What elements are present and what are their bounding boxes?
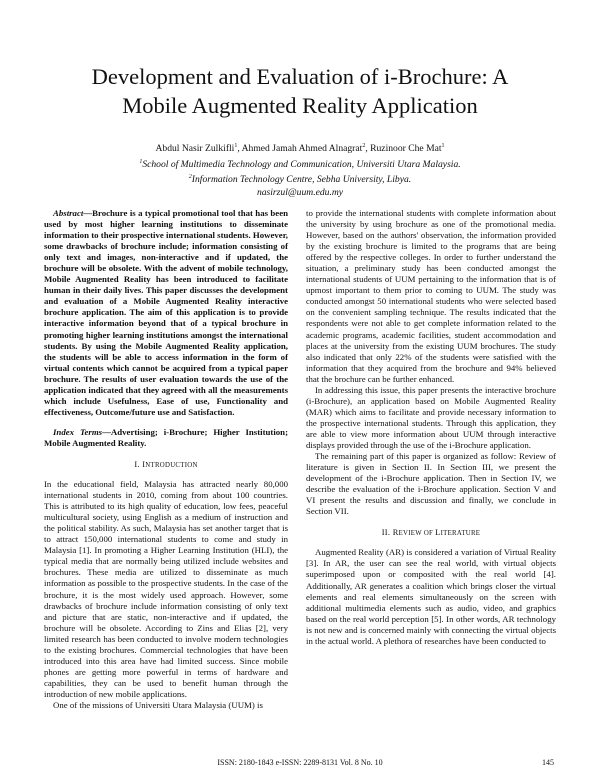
affiliation-1-sup: 1 [139,158,143,165]
abstract [44,208,288,418]
intro-paragraph-2: One of the missions of Universiti Utara Malaysia (UUM) is [53,699,263,710]
author-email: nasirzul@uum.edu.my [256,186,344,198]
left-column [44,208,288,711]
section-2-first-letter-2: L [435,528,441,538]
section-heading-introduction [44,459,288,471]
author-3: , Ruzinoor Che Mat [365,143,442,155]
section-2-first-letter-1: R [392,528,399,538]
affiliation-2-text: Information Technology Centre, Sebha University, Libya. [191,174,412,186]
literature-paragraph-1: Augmented Reality (AR) is considered a variation of Virtual Reality [3]. In AR, the user can see the real world, with virtual objects superimposed upon or composited with the real world [4]. Additionally, AR generates a coalition which brings closer the virtual elements and real elements simultaneously on the screen with additional multimedia elements such as audio, video, and graphics based on the real world perception [5]. In other words, AR technology is not new and is concerned mainly with connecting the virtual objects in the actual world. A plethora of researches have been conducted to [306,547,556,646]
footer-issn: ISSN: 2180-1843 e-ISSN: 2289-8131 Vol. 8 No. 10 [217,758,383,767]
section-1-rest: NTRODUCTION [145,461,198,469]
abstract-label: Abstract [53,208,84,218]
affiliation-1 [0,156,600,172]
author-2-sup: 2 [362,143,366,149]
index-terms [44,427,288,449]
author-names [0,140,600,156]
section-heading-literature [306,527,556,539]
right-paragraph-3: The remaining part of this paper is organized as follow: Review of literature is given in Section II. In Section III, we present the development of the i-Brochure application. Then in Section IV, we describe the evaluation of the i-Brochure application. Section V and VI present the results and discussion and finally, we conclude in Section VII. [306,451,556,517]
section-2-rest-2: ITERATURE [440,530,481,538]
section-2-rest-1: EVIEW OF [398,530,436,538]
title-line-2: Mobile Augmented Reality Application [122,93,478,118]
title-line-1: Development and Evaluation of i-Brochure: A [91,64,509,89]
section-2-number: II. [381,528,393,538]
index-terms-text: —Advertising; i-Brochure; Higher Institution; Mobile Augmented Reality. [44,426,288,448]
index-terms-label: Index Terms [53,426,103,437]
right-paragraph-1: to provide the international students with complete information about the university by using brochure as one of the promotional media. However, based on the authors' observation, the information provided by the existing brochure is limited to the programs that are being offered by the respective colleges. In order to further understand the situation, a preliminary study has been conducted amongst the international students of UUM pertaining to the information that is of upmost important to them prior to coming to UUM. The study was conducted amongst 50 international students who were selected based on the convenient sampling technique. The results indicated that the respondents were not able to get complete information related to the academic programs, academic facilities, student accommodation and places at the university from the existing UUM brochures. The study also indicated that only 22% of the students were satisfied with the information that they acquired from the brochure and 94% believed that the brochure can be further enhanced. [306,208,556,384]
affiliation-2-sup: 2 [188,174,192,181]
affiliation-1-text: School of Multimedia Technology and Communication, Universiti Utara Malaysia. [142,158,461,170]
right-column [306,208,556,647]
paper-title [0,62,600,120]
section-1-first-letter: I [142,459,146,469]
page-number: 145 [542,758,554,767]
author-1: Abdul Nasir Zulkifli [155,143,235,155]
abstract-text: —Brochure is a typical promotional tool that has been used by most higher learning institutions to disseminate information to their prospective international students. However, some drawbacks of brochure include; information consisting of only text and images, non-interactive and if updated, the brochure will be obsolete. With the advent of mobile technology, Mobile Augmented Reality has been introduced to facilitate human in their daily lives. This paper discusses the development and evaluation of a Mobile Augmented Reality interactive brochure application. The aim of this application is to provide interactive information beyond that of a typical brochure in promoting higher learning institutions amongst the international students. By using the Mobile Augmented Reality application, the students will be able to access information in the form of virtual contents which cannot be acquired from a typical paper brochure. The results of user evaluation towards the use of the application indicated that they agreed with all the measurements which include Usefulness, Ease of use, Functionality and effectiveness, Outcome/future use and Satisfaction. [44,208,288,417]
author-3-sup: 1 [441,143,445,149]
author-1-sup: 1 [234,143,238,149]
intro-paragraph-1: In the educational field, Malaysia has attracted nearly 80,000 international students in 2010, coming from about 100 countries. This is attributed to its high quality of education, low fees, peaceful multicultural society, using English as a medium of instruction and the political stability. As such, Malaysia has set another target that is to attract 150,000 international students to come and study in Malaysia [1]. In promoting a Higher Learning Institution (HLI), the typical media that are normally being utilized include websites and brochures. These media are utilized to disseminate as much information as possible to the prospective students. In the case of the brochure, it is the most widely used approach. However, some drawbacks of brochure include information consisting of only text and picture that are static, non-interactive and if updated, the brochure will be obsolete. According to Zins and Elias [2], very limited research has been conducted to involve modern technologies to the existing brochures. Commercial technologies that have been introduced into this area have had limited success. Since mobile phones are getting more powerful in terms of hardware and capabilities, they can be used to benefit human through the introduction of new mobile applications. [44,479,288,699]
section-1-number: I. [134,459,143,469]
right-paragraph-2: In addressing this issue, this paper presents the interactive brochure (i-Brochure), an application based on Mobile Augmented Reality (MAR) which aims to facilitate and provide necessary information to the prospective international students. Through this application, they are able to view more information about UUM through interactive displays provided through the use of the i-Brochure application. [306,384,556,450]
author-2: , Ahmed Jamah Ahmed Alnagrat [237,143,363,155]
affiliation-2 [0,171,600,187]
author-block [0,140,600,199]
